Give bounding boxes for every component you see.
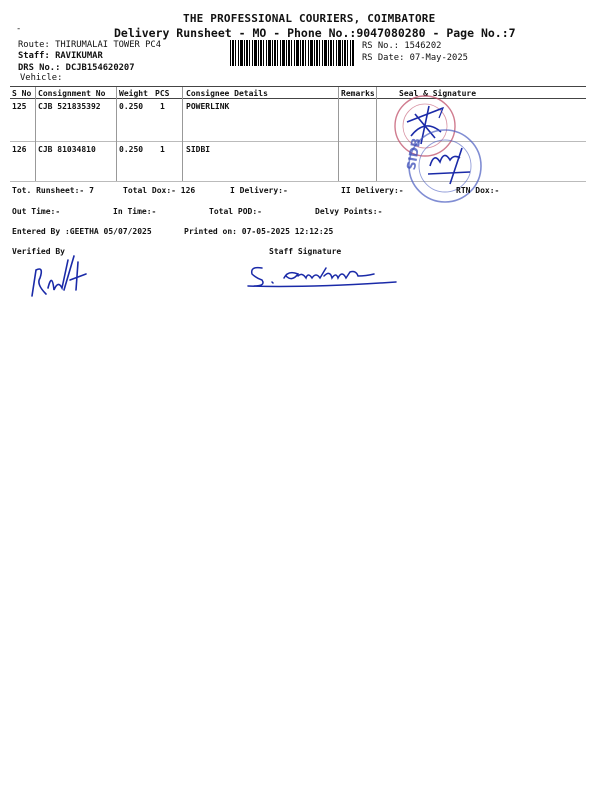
company-title: THE PROFESSIONAL COURIERS, COIMBATORE bbox=[183, 12, 436, 25]
row-consignment: CJB 521835392 bbox=[38, 102, 101, 111]
col-header-pcs: PCS bbox=[155, 89, 170, 98]
seal-stamp-blue bbox=[400, 128, 495, 208]
delvy-points: Delvy Points:- bbox=[315, 207, 383, 216]
ii-delivery: II Delivery:- bbox=[341, 186, 404, 195]
row-weight: 0.250 bbox=[119, 102, 144, 111]
col-header-weight: Weight bbox=[119, 89, 148, 98]
tot-runsheet: Tot. Runsheet:- 7 bbox=[12, 186, 94, 195]
row-sno: 126 bbox=[12, 145, 27, 154]
entered-by: Entered By :GEETHA 05/07/2025 bbox=[12, 227, 152, 236]
col-divider bbox=[338, 87, 339, 181]
printed-on: Printed on: 07-05-2025 12:12:25 bbox=[184, 227, 334, 236]
table-header-border bbox=[10, 98, 586, 99]
svg-text:SIDB: SIDB bbox=[404, 136, 424, 172]
verifier-signature bbox=[24, 250, 94, 302]
col-header-consignee: Consignee Details bbox=[186, 89, 268, 98]
col-divider bbox=[35, 87, 36, 181]
verified-by-label: Verified By bbox=[12, 247, 65, 256]
row-consignee: POWERLINK bbox=[186, 102, 230, 111]
staff-text: Staff: RAVIKUMAR bbox=[18, 51, 103, 61]
table-top-border bbox=[10, 86, 586, 87]
runsheet-subtitle: Delivery Runsheet - MO - Phone No.:9047080280 - Page No.:7 bbox=[114, 26, 516, 40]
rs-number: RS No.: 1546202 bbox=[362, 41, 442, 51]
in-time: In Time:- bbox=[113, 207, 157, 216]
route-text: Route: THIRUMALAI TOWER PC4 bbox=[18, 40, 161, 50]
col-divider bbox=[376, 87, 377, 181]
staff-signature-label: Staff Signature bbox=[269, 247, 342, 256]
table-bottom-border bbox=[10, 181, 586, 182]
vehicle-label: Vehicle: bbox=[20, 73, 63, 83]
barcode bbox=[230, 40, 354, 66]
row-divider bbox=[10, 141, 586, 142]
staff-signature bbox=[246, 262, 406, 292]
col-divider bbox=[182, 87, 183, 181]
row-pcs: 1 bbox=[160, 145, 165, 154]
total-pod: Total POD:- bbox=[209, 207, 262, 216]
total-dox: Total Dox:- 126 bbox=[123, 186, 196, 195]
row-weight: 0.250 bbox=[119, 145, 144, 154]
row-consignee: SIDBI bbox=[186, 145, 211, 154]
i-delivery: I Delivery:- bbox=[230, 186, 288, 195]
out-time: Out Time:- bbox=[12, 207, 61, 216]
row-sno: 125 bbox=[12, 102, 27, 111]
col-divider bbox=[116, 87, 117, 181]
row-pcs: 1 bbox=[160, 102, 165, 111]
drs-number: DRS No.: DCJB154620207 bbox=[18, 63, 135, 73]
col-header-consignment: Consignment No bbox=[38, 89, 106, 98]
col-header-seal: Seal & Signature bbox=[399, 89, 477, 98]
rs-date: RS Date: 07-May-2025 bbox=[362, 53, 468, 63]
col-header-remarks: Remarks bbox=[341, 89, 375, 98]
header-dash: - bbox=[16, 24, 22, 34]
row-consignment: CJB 81034810 bbox=[38, 145, 96, 154]
col-header-sno: S No bbox=[12, 89, 32, 98]
rtn-dox: RTN Dox:- bbox=[456, 186, 500, 195]
